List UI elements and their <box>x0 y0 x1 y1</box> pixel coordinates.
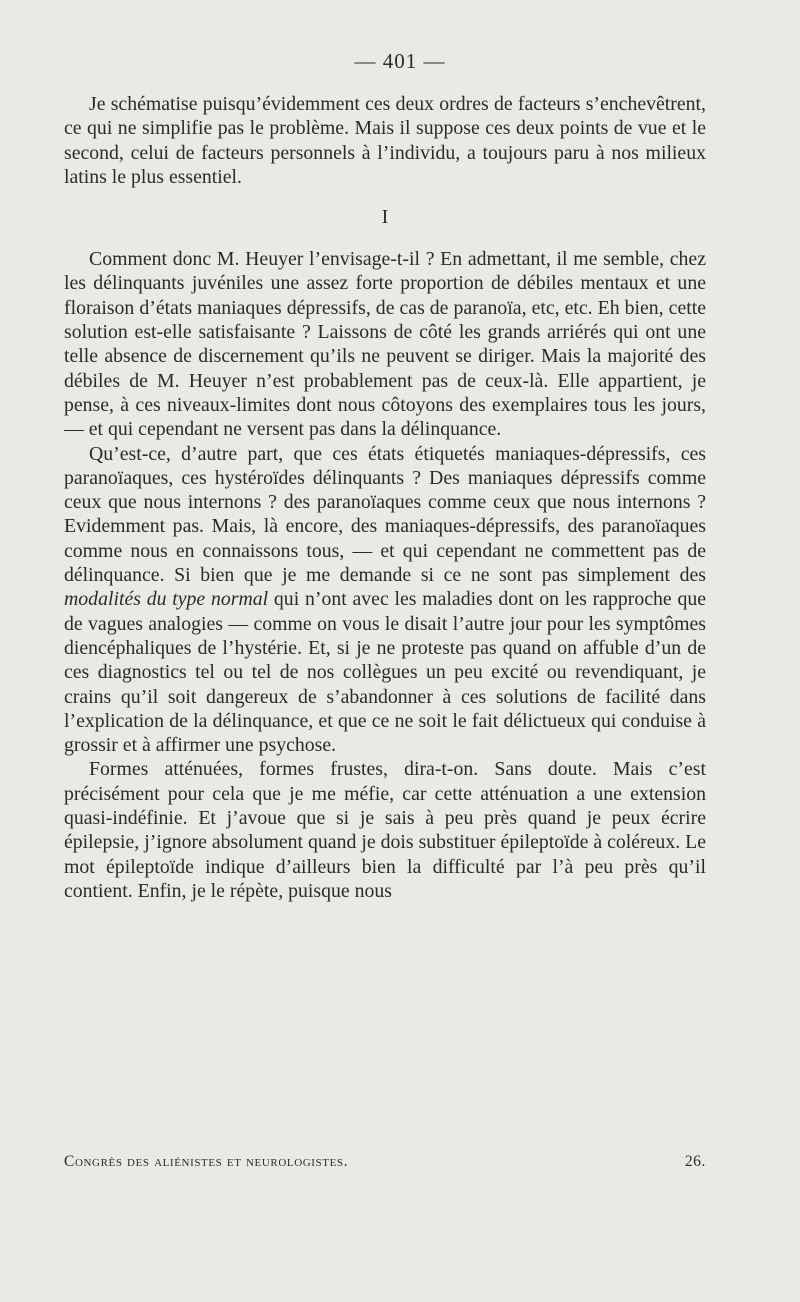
italic-phrase: modalités du type normal <box>64 588 269 611</box>
paragraph-4: Formes atténuées, formes frustes, dira-t-on. Sans doute. Mais c’est précisément pour cela que je me méfie, car cette atténuation a une extension quasi-indéfinie. Et j’avoue que si je sais à peu près quand je peux écrire épilepsie, j’ignore absolument quand je dois substituer épileptoïde à coléreux. Le mot épileptoïde indique d’ailleurs bien la difficulté par l’à peu près qu’il contient. Enfin, je le répète, puisque nous <box>64 758 706 902</box>
footer-signature-mark: 26. <box>684 1153 706 1170</box>
paragraph-3-text-a: Qu’est-ce, d’autre part, que ces états étiquetés maniaques-dépressifs, ces paranoïaques, ces hystéroïdes délinquants ? Des maniaques dépressifs comme ceux que nous internons ? des paranoïaques comme ceux que nous internons ? Evidemment pas. Mais, là encore, des maniaques-dépressifs, des paranoïaques comme nous en connaissons tous, — et qui cependant ne commettent pas de délinquance. Si bien que je me demande si ce ne sont pas simplement des <box>64 442 706 587</box>
document-page <box>64 40 706 903</box>
page-number: — 401 — <box>354 49 446 73</box>
paragraph-3 <box>64 442 706 758</box>
section-heading: I <box>381 206 389 229</box>
page-footer <box>64 1153 706 1171</box>
paragraph-3-text-b: qui n’ont avec les maladies dont on les rapproche que de vagues analogies — comme on vous le disait l’autre jour pour les symptômes diencéphaliques de l’hystérie. Et, si je ne proteste pas quand on affuble d’un de ces diagnostics tel ou tel de nos collègues un peu excité ou revendiquant, je crains qu’il soit dangereux de s’abandonner à ces solutions de facilité dans l’explication de la délinquance, et que ce ne soit le fait délictueux qui conduise à grossir et à affirmer une psychose. <box>64 588 707 757</box>
paragraph-2: Comment donc M. Heuyer l’envisage-t-il ? En admettant, il me semble, chez les délinquants juvéniles une assez forte proportion de débiles mentaux et une floraison d’états maniaques dépressifs, de cas de paranoïa, etc, etc. Eh bien, cette solution est-elle satisfaisante ? Laissons de côté les grands arriérés qui ont une telle absence de discernement qu’ils ne peuvent se diriger. Mais la majorité des débiles de M. Heuyer n’est probablement pas de ceux-là. Elle appartient, je pense, à ces niveaux-limites dont nous côtoyons des exemplaires tous les jours, — et qui cependant ne versent pas dans la délinquance. <box>64 248 706 441</box>
paragraph-1: Je schématise puisqu’évidemment ces deux ordres de facteurs s’enchevêtrent, ce qui ne simplifie pas le problème. Mais il suppose ces deux points de vue et le second, celui de facteurs personnels à l’individu, a toujours paru à nos milieux latins le plus essentiel. <box>64 93 706 188</box>
footer-publication: Congrès des aliénistes et neurologistes. <box>64 1153 349 1170</box>
